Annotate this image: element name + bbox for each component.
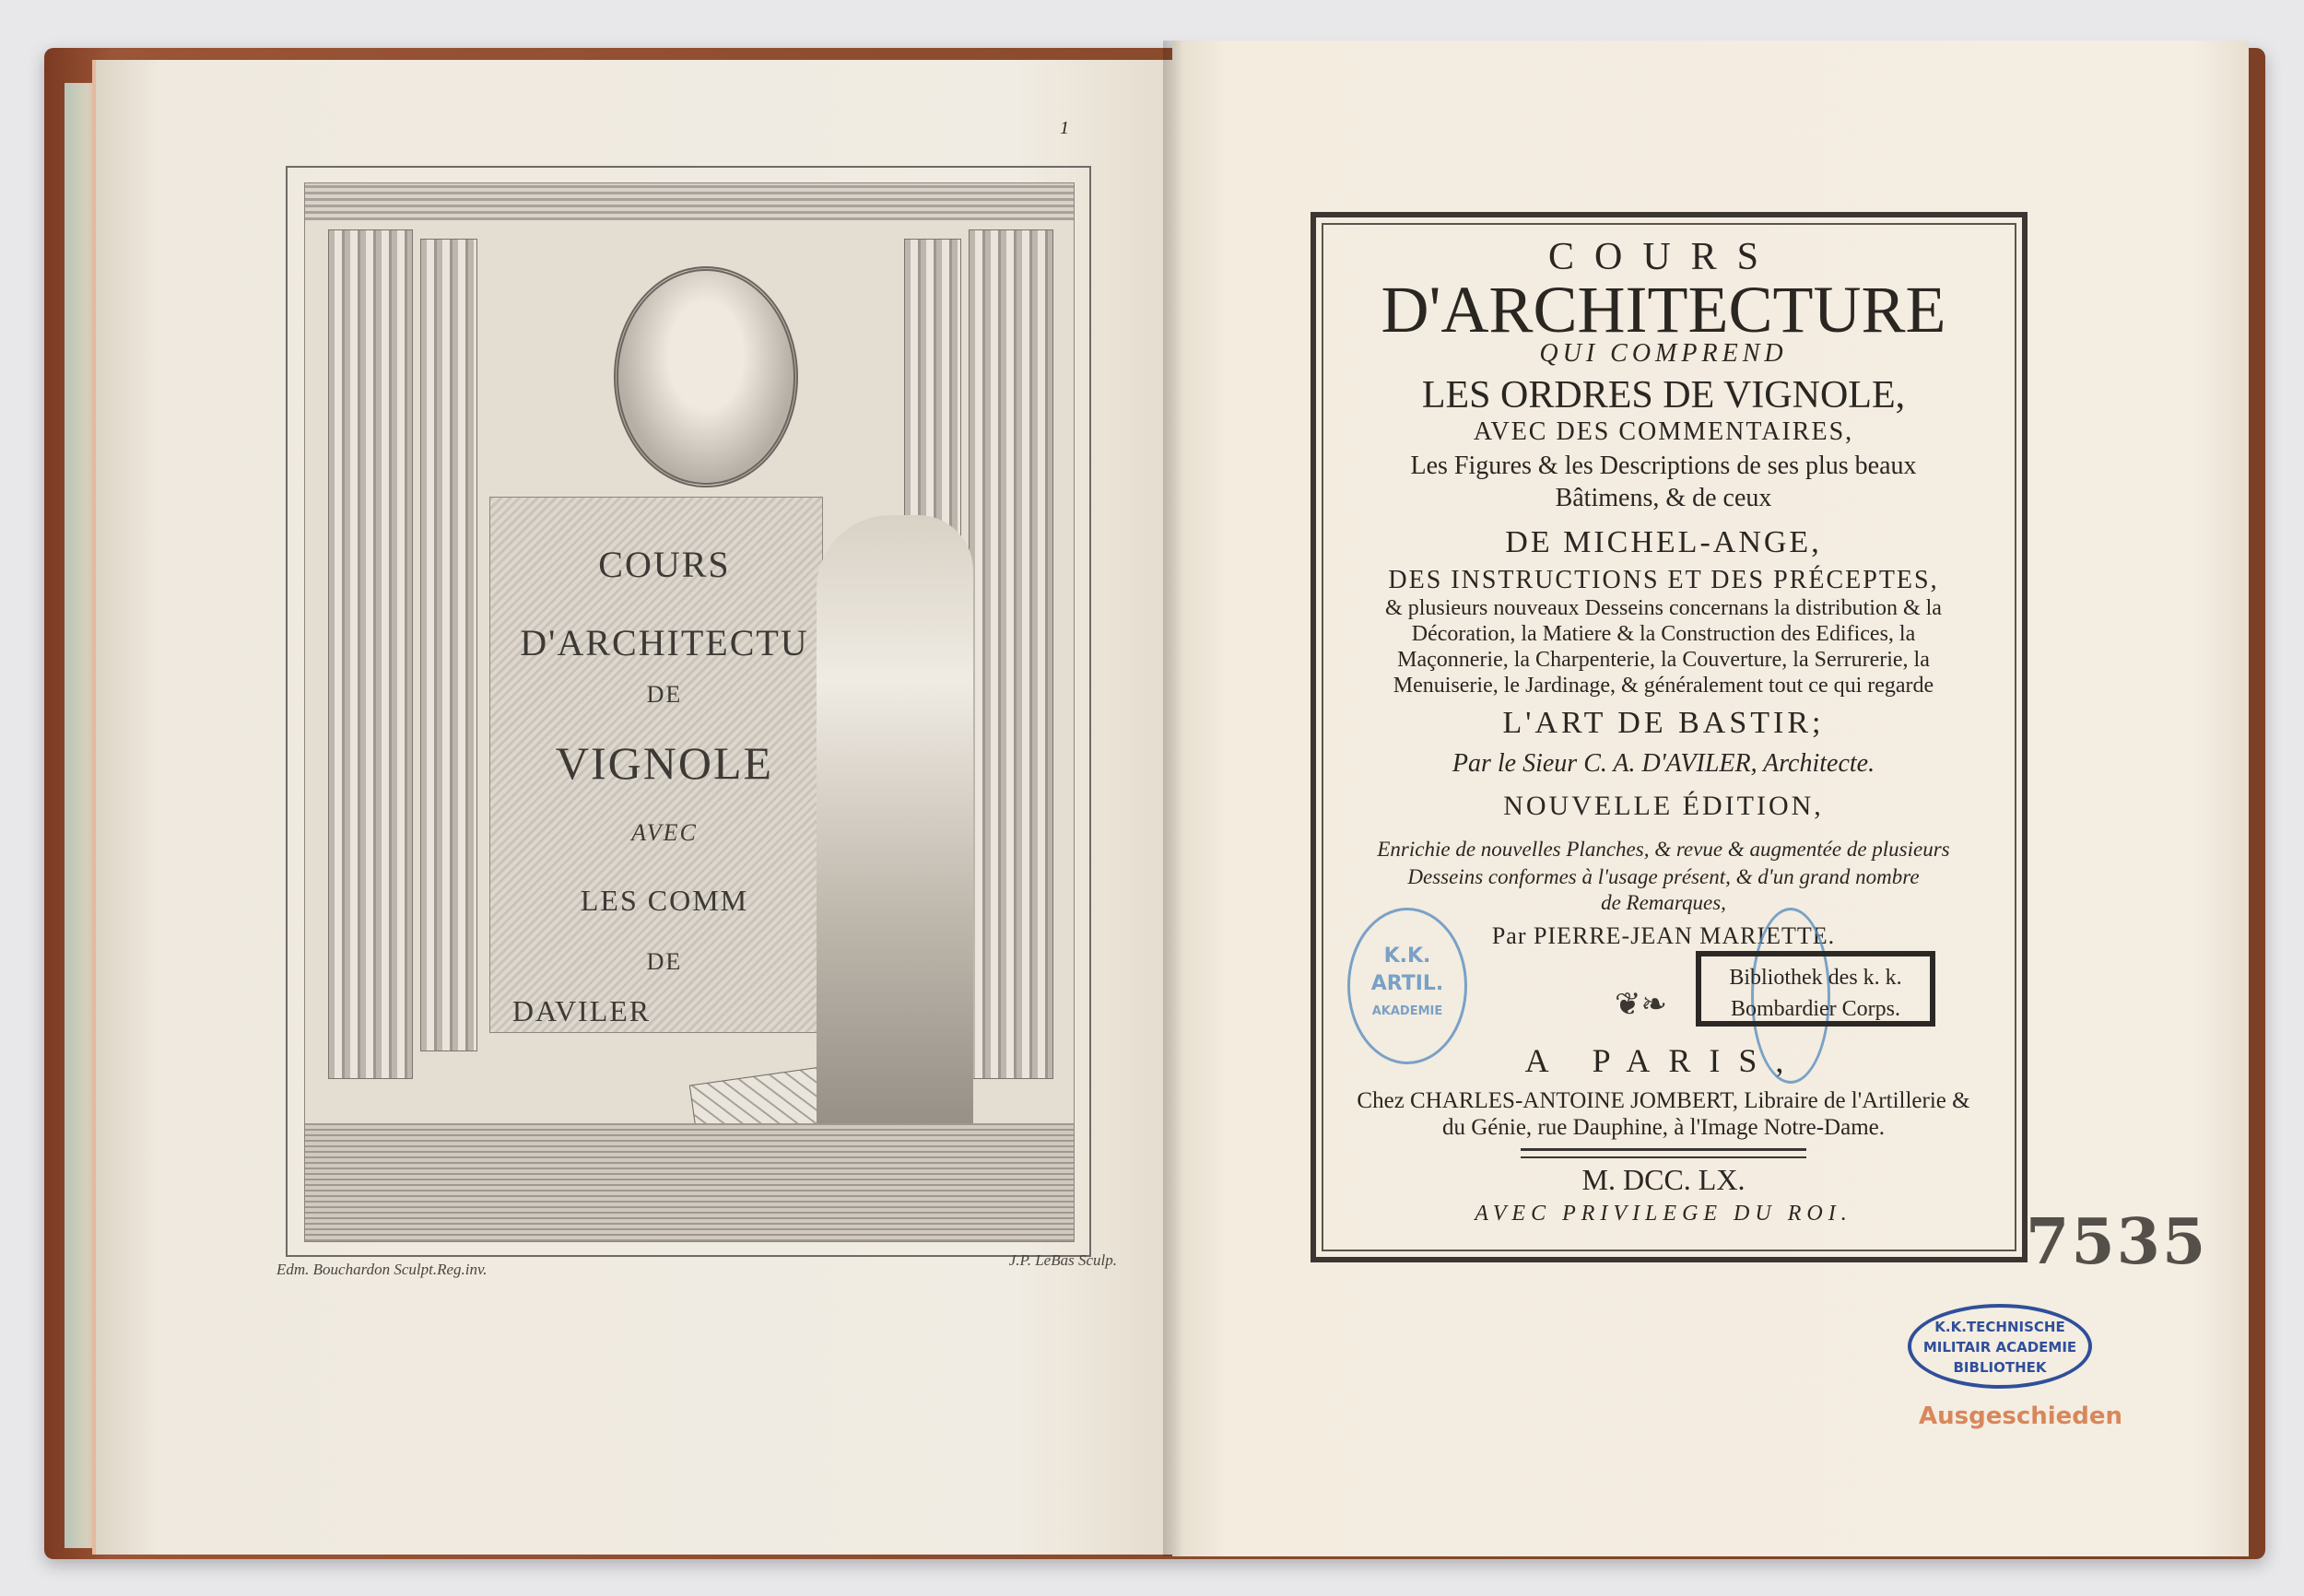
title-line: Menuiserie, le Jardinage, & généralement tout ce qui regarde	[1393, 674, 1934, 698]
column	[328, 229, 413, 1079]
engraving-text: COURS	[598, 544, 731, 585]
main-title: D'ARCHITECTURE	[1381, 273, 1946, 346]
title-line: DES INSTRUCTIONS ET DES PRÉCEPTES,	[1388, 566, 1939, 594]
title-line: Desseins conformes à l'usage présent, & d'un grand nombre	[1407, 865, 1920, 888]
column	[969, 229, 1053, 1079]
page-number: 1	[1060, 118, 1069, 138]
blue-oval-stamp	[1347, 908, 1467, 1064]
title-line: & plusieurs nouveaux Desseins concernans la distribution & la	[1385, 596, 1942, 620]
double-rule	[1521, 1148, 1806, 1158]
stamp-text: BIBLIOTHEK	[1953, 1359, 2047, 1376]
title-line: Enrichie de nouvelles Planches, & revue & augmentée de plusieurs	[1377, 838, 1950, 861]
title-line: LES ORDRES DE VIGNOLE,	[1421, 374, 1906, 417]
allegorical-figure	[817, 515, 973, 1179]
title-line: Les Figures & les Descriptions de ses plus beaux	[1410, 452, 1917, 480]
title-line: Maçonnerie, la Charpenterie, la Couverture, la Serrurerie, la	[1397, 648, 1930, 672]
stamp-text: AKADEMIE	[1371, 1004, 1443, 1018]
imprint-date: M. DCC. LX.	[1581, 1163, 1746, 1196]
engraving-text: LES COMM	[580, 884, 749, 917]
stamp-text: Bibliothek des k. k.	[1729, 966, 1902, 990]
gutter-shadow	[1163, 41, 1183, 1556]
shelf-number-stamp: 7535	[2026, 1205, 2208, 1279]
title-line: Chez CHARLES-ANTOINE JOMBERT, Libraire de l'Artillerie &	[1357, 1088, 1970, 1113]
title-line: L'ART DE BASTIR;	[1502, 706, 1825, 740]
engraver-caption-left: Edm. Bouchardon Sculpt.Reg.inv.	[276, 1261, 488, 1278]
library-ownership-stamp	[1696, 951, 1935, 1027]
title-line: COURS	[1547, 236, 1780, 278]
stamp-text: ARTIL.	[1370, 972, 1444, 995]
title-line: Décoration, la Matiere & la Construction des Edifices, la	[1411, 622, 1916, 646]
title-line: Par le Sieur C. A. D'AVILER, Architecte.	[1452, 749, 1875, 778]
engraving-text: DAVILER	[511, 994, 652, 1027]
title-line: QUI COMPREND	[1539, 339, 1788, 368]
entablature	[305, 183, 1074, 220]
engraved-floor	[305, 1123, 1074, 1241]
title-line: DE MICHEL-ANGE,	[1505, 525, 1822, 559]
academy-library-stamp	[1908, 1304, 2092, 1389]
privilege-line: AVEC PRIVILEGE DU ROI.	[1475, 1202, 1852, 1226]
portrait-medallion	[614, 266, 798, 487]
engraving-text: DE	[646, 948, 683, 975]
title-line: du Génie, rue Dauphine, à l'Image Notre-Dame.	[1441, 1115, 1885, 1140]
frontispiece-engraving	[304, 182, 1075, 1242]
withdrawn-stamp: Ausgeschieden	[1919, 1402, 2123, 1430]
engraving-text: DE	[646, 681, 683, 708]
stamp-text: Bombardier Corps.	[1731, 997, 1900, 1021]
title-line: A PARIS,	[1524, 1042, 1803, 1079]
column	[420, 239, 477, 1051]
stamp-text: MILITAIR ACADEMIE	[1922, 1339, 2077, 1355]
title-line: de Remarques,	[1601, 891, 1726, 914]
stamp-text: K.K.	[1383, 945, 1431, 968]
engraving-text: AVEC	[631, 819, 698, 846]
engraver-caption-right: J.P. LeBas Sculp.	[1008, 1251, 1117, 1269]
title-line: Bâtimens, & de ceux	[1555, 484, 1772, 512]
printer-ornament: ❦❧	[1615, 988, 1667, 1022]
engraving-text: D'ARCHITECTU	[520, 622, 809, 663]
title-line: AVEC DES COMMENTAIRES,	[1473, 417, 1854, 446]
stamp-text: K.K.TECHNISCHE	[1934, 1319, 2065, 1335]
title-line: Par PIERRE-JEAN MARIETTE.	[1491, 922, 1836, 949]
title-line: NOUVELLE ÉDITION,	[1503, 791, 1824, 821]
engraving-text: VIGNOLE	[555, 737, 774, 789]
